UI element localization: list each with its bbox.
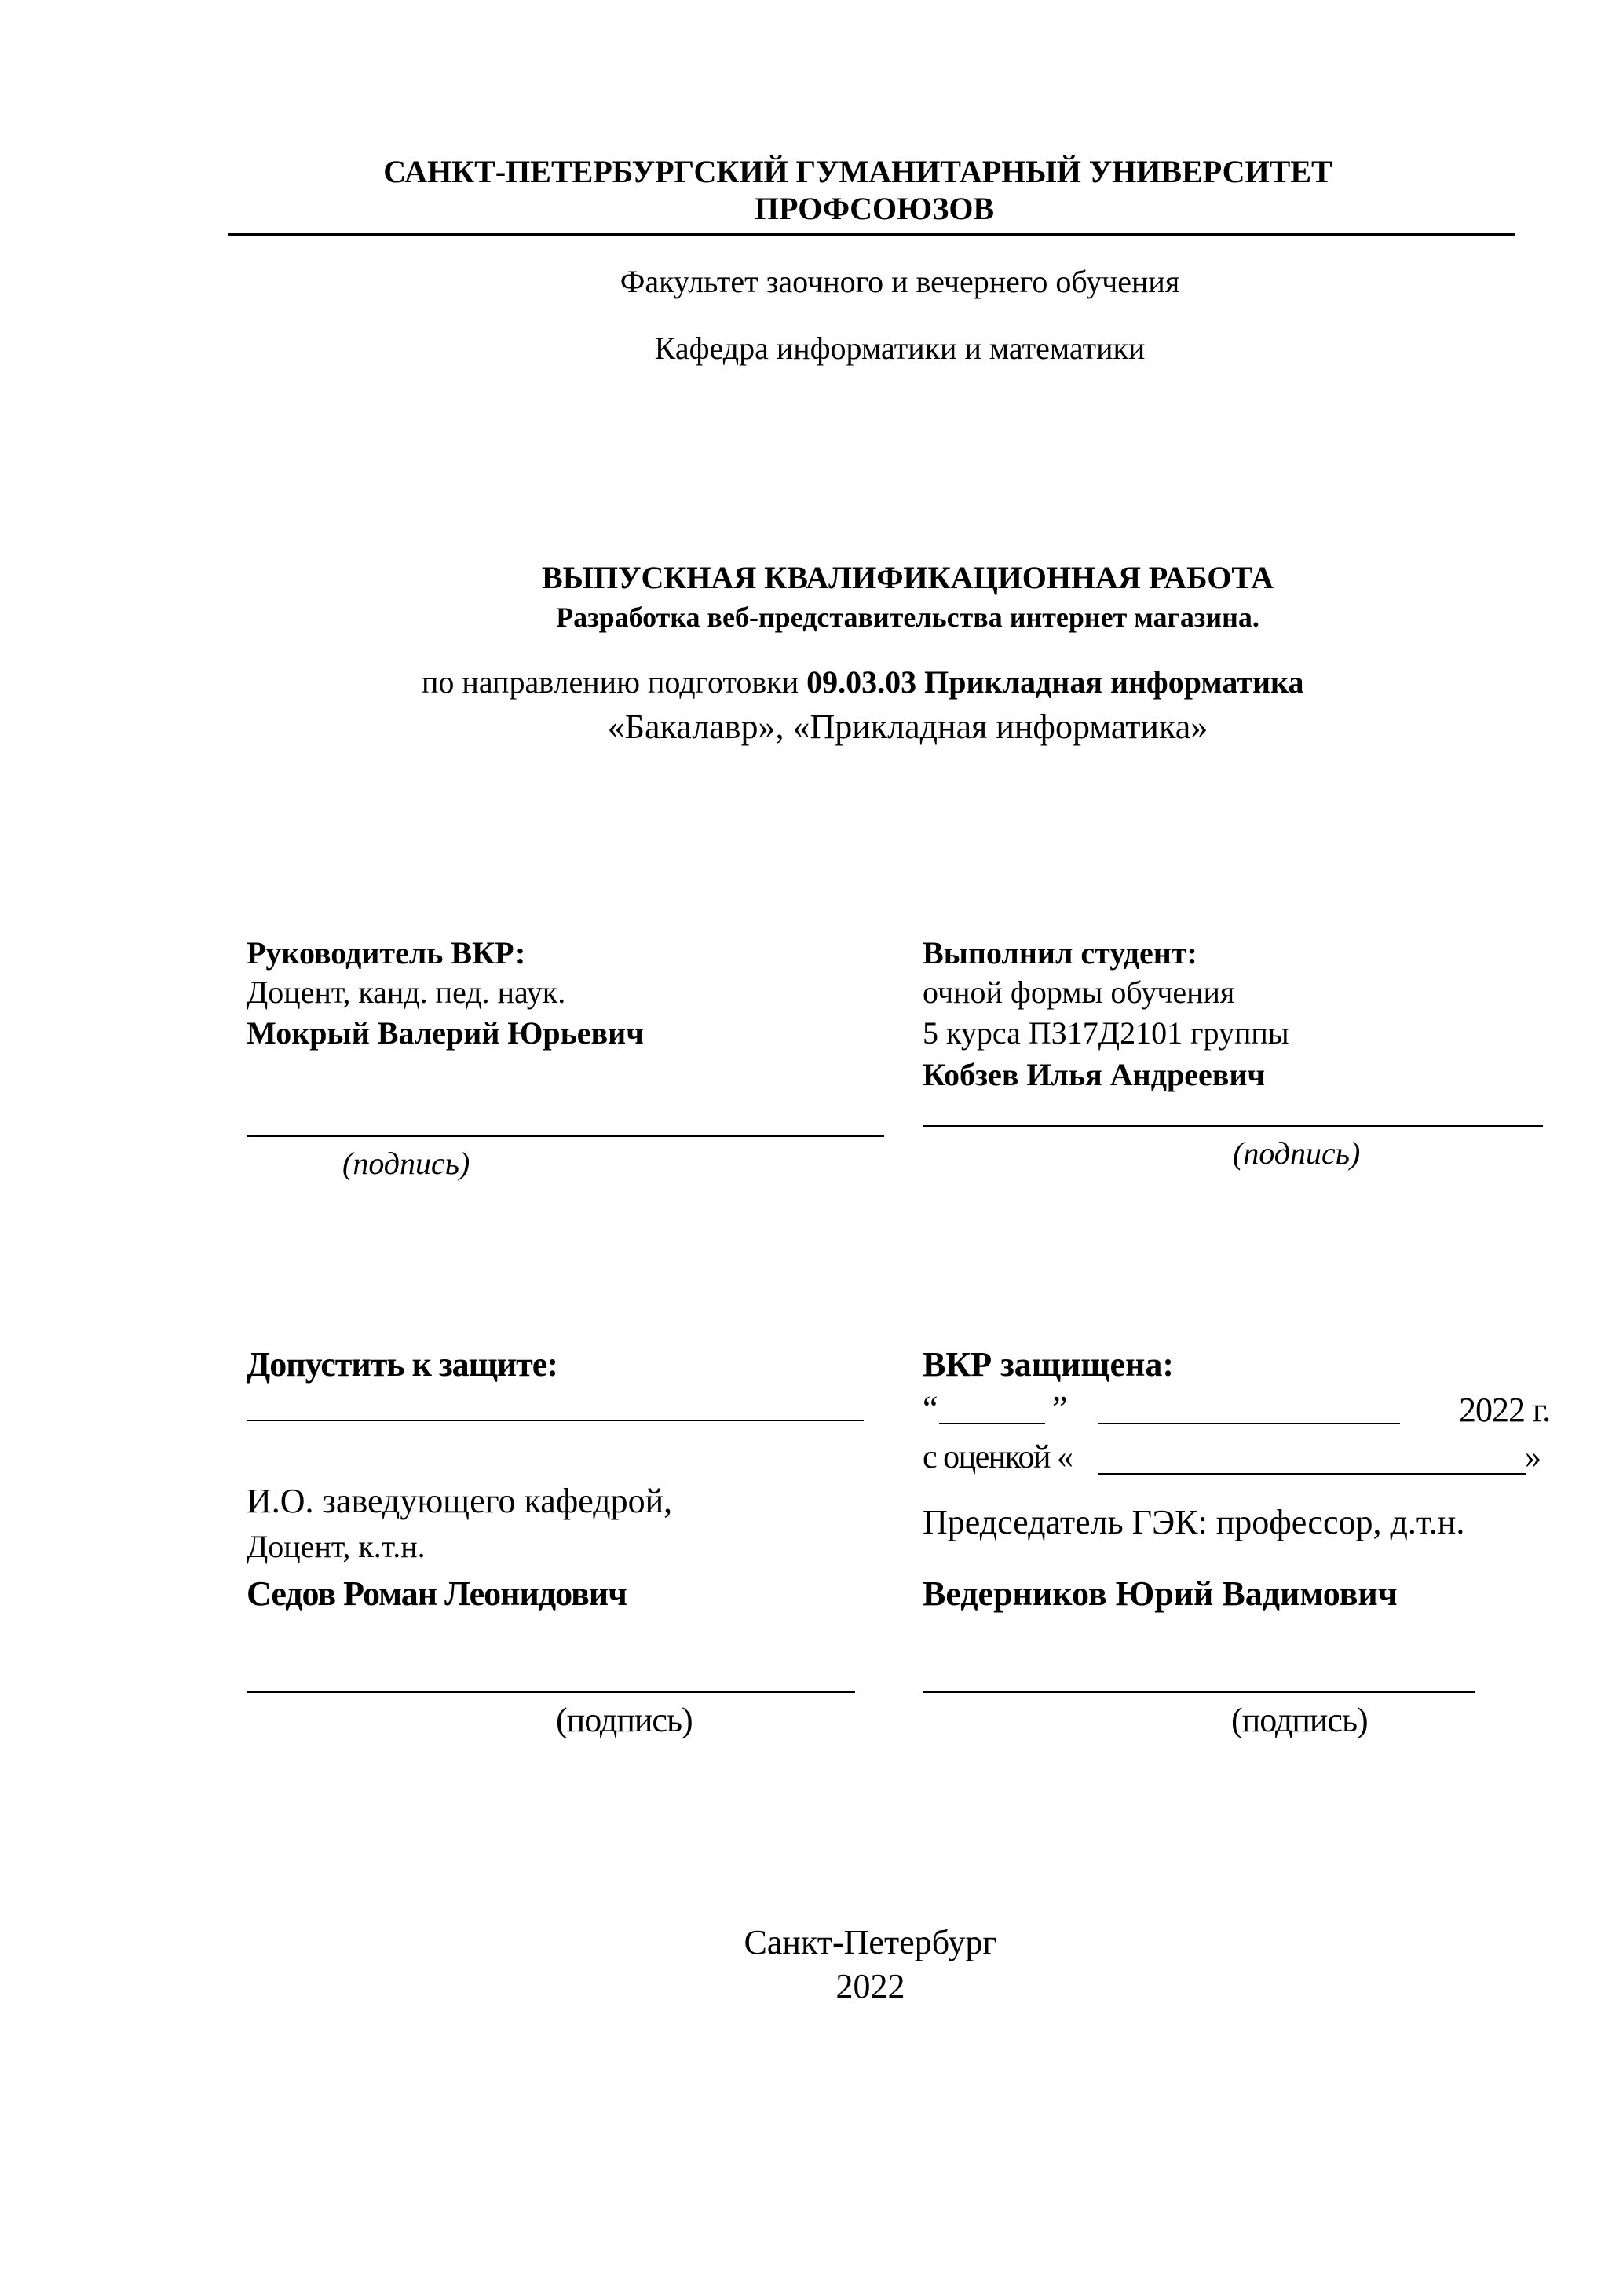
gek-chair-title: Председатель ГЭК: профессор, д.т.н. <box>923 1503 1465 1541</box>
defense-date-open-quote: “ <box>923 1389 938 1428</box>
defense-heading: ВКР защищена: <box>923 1345 1174 1384</box>
degree-qualification: «Бакалавр», «Прикладная информатика» <box>607 707 1208 746</box>
supervisor-signature-line <box>247 1135 884 1137</box>
supervisor-signature-caption: (подпись) <box>342 1146 470 1181</box>
department-name: Кафедра информатики и математики <box>654 331 1146 366</box>
student-heading: Выполнил студент: <box>923 935 1197 971</box>
defense-day-blank <box>939 1423 1045 1424</box>
defense-month-blank <box>1098 1423 1400 1424</box>
university-name-line1: САНКТ-ПЕТЕРБУРГСКИЙ ГУМАНИТАРНЫЙ УНИВЕРСИТЕТ <box>383 154 1332 189</box>
university-name-line2: ПРОФСОЮЗОВ <box>754 191 995 226</box>
student-group: 5 курса ПЗ17Д2101 группы <box>923 1015 1289 1051</box>
gek-chair-name: Ведерников Юрий Вадимович <box>923 1574 1398 1613</box>
work-type-title: ВЫПУСКНАЯ КВАЛИФИКАЦИОННАЯ РАБОТА <box>542 560 1274 595</box>
faculty-name: Факультет заочного и вечернего обучения <box>620 264 1180 299</box>
supervisor-position: Доцент, канд. пед. наук. <box>247 974 566 1010</box>
header-rule <box>228 233 1515 236</box>
footer-city: Санкт-Петербург <box>744 1923 997 1961</box>
study-direction <box>422 664 1303 700</box>
work-topic: Разработка веб-представительства интернет магазина. <box>556 601 1259 633</box>
defense-grade-suffix: » <box>1525 1439 1541 1475</box>
study-direction-prefix: по направлению подготовки <box>422 664 807 700</box>
admission-heading: Допустить к защите: <box>247 1345 557 1384</box>
student-signature-caption: (подпись) <box>1233 1135 1361 1171</box>
defense-grade-blank <box>1098 1473 1526 1475</box>
admission-signature-caption: (подпись) <box>556 1701 693 1739</box>
gek-chair-signature-caption: (подпись) <box>1231 1701 1368 1739</box>
admission-signature-line-top <box>247 1420 864 1421</box>
student-signature-line <box>923 1125 1543 1127</box>
admission-signature-line <box>247 1691 855 1693</box>
supervisor-name: Мокрый Валерий Юрьевич <box>247 1015 644 1051</box>
admission-name: Седов Роман Леонидович <box>247 1574 627 1613</box>
admission-role: И.О. заведующего кафедрой, <box>247 1482 673 1520</box>
admission-position: Доцент, к.т.н. <box>247 1529 426 1564</box>
defense-date-close-quote: ” <box>1052 1389 1068 1428</box>
footer-year: 2022 <box>835 1967 905 2005</box>
defense-grade-prefix: с оценкой « <box>923 1439 1073 1475</box>
supervisor-heading: Руководитель ВКР: <box>247 935 526 971</box>
student-name: Кобзев Илья Андреевич <box>923 1057 1265 1092</box>
student-study-form: очной формы обучения <box>923 974 1235 1010</box>
defense-year: 2022 г. <box>1459 1391 1551 1429</box>
gek-chair-signature-line <box>923 1691 1475 1693</box>
study-direction-code: 09.03.03 Прикладная информатика <box>806 664 1304 700</box>
